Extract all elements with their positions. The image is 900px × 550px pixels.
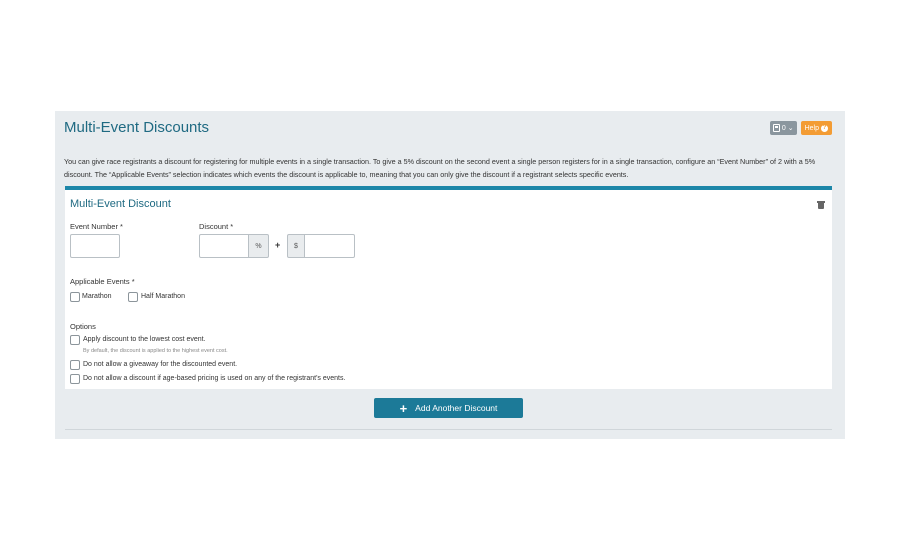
percent-addon: % <box>248 234 269 258</box>
intro-text: You can give race registrants a discount for registering for multiple events in a single transaction. To give a 5% discount on the second event a single person registers for in a single transaction, configure an “Event Number” of 2 with a 5% discount. The “Applicable Events” selection indicates which events the discount is applicable to, meaning that you can only give the discount if a registrant selects specific events. <box>64 157 816 179</box>
calculator-dropdown[interactable] <box>770 121 797 135</box>
calculator-icon <box>773 124 780 132</box>
calculator-count: 0 <box>781 124 786 132</box>
add-button-label: Add Another Discount <box>415 403 498 413</box>
trash-icon[interactable] <box>818 201 824 209</box>
card-title: Multi-Event Discount <box>70 198 171 210</box>
page-title: Multi-Event Discounts <box>64 119 210 136</box>
event-checkbox-marathon[interactable] <box>70 292 80 302</box>
event-number-input[interactable] <box>70 234 120 258</box>
plus-sign: + <box>275 240 281 250</box>
applicable-events-label: Applicable Events * <box>70 277 135 286</box>
event-label-half-marathon: Half Marathon <box>141 293 185 300</box>
multi-event-discounts-panel <box>55 111 845 439</box>
dollar-addon: $ <box>287 234 305 258</box>
question-icon: ? <box>822 125 827 131</box>
add-another-discount-button[interactable] <box>374 398 523 418</box>
option-label-lowest-cost: Apply discount to the lowest cost event. <box>83 336 206 343</box>
option-checkbox-lowest-cost[interactable] <box>70 335 80 345</box>
event-number-label: Event Number * <box>70 222 123 231</box>
discount-dollar-input[interactable] <box>304 234 355 258</box>
header-tools <box>770 121 832 135</box>
help-button[interactable] <box>801 121 832 135</box>
chevron-down-icon: ⌄ <box>787 125 794 132</box>
option-checkbox-no-giveaway[interactable] <box>70 360 80 370</box>
event-label-marathon: Marathon <box>82 293 112 300</box>
discount-label: Discount * <box>199 222 234 231</box>
divider <box>65 429 832 430</box>
options-label: Options <box>70 322 96 331</box>
option-checkbox-age-pricing[interactable] <box>70 374 80 384</box>
option-label-no-giveaway: Do not allow a giveaway for the discounted event. <box>83 361 238 368</box>
help-label: Help <box>804 124 819 132</box>
event-checkbox-half-marathon[interactable] <box>128 292 138 302</box>
discount-percent-input[interactable] <box>199 234 249 258</box>
plus-icon: + <box>399 400 408 416</box>
option-hint-lowest-cost: By default, the discount is applied to the highest event cost. <box>83 348 228 354</box>
discount-card <box>65 186 832 389</box>
option-label-age-pricing: Do not allow a discount if age-based pricing is used on any of the registrant's events. <box>83 375 346 382</box>
